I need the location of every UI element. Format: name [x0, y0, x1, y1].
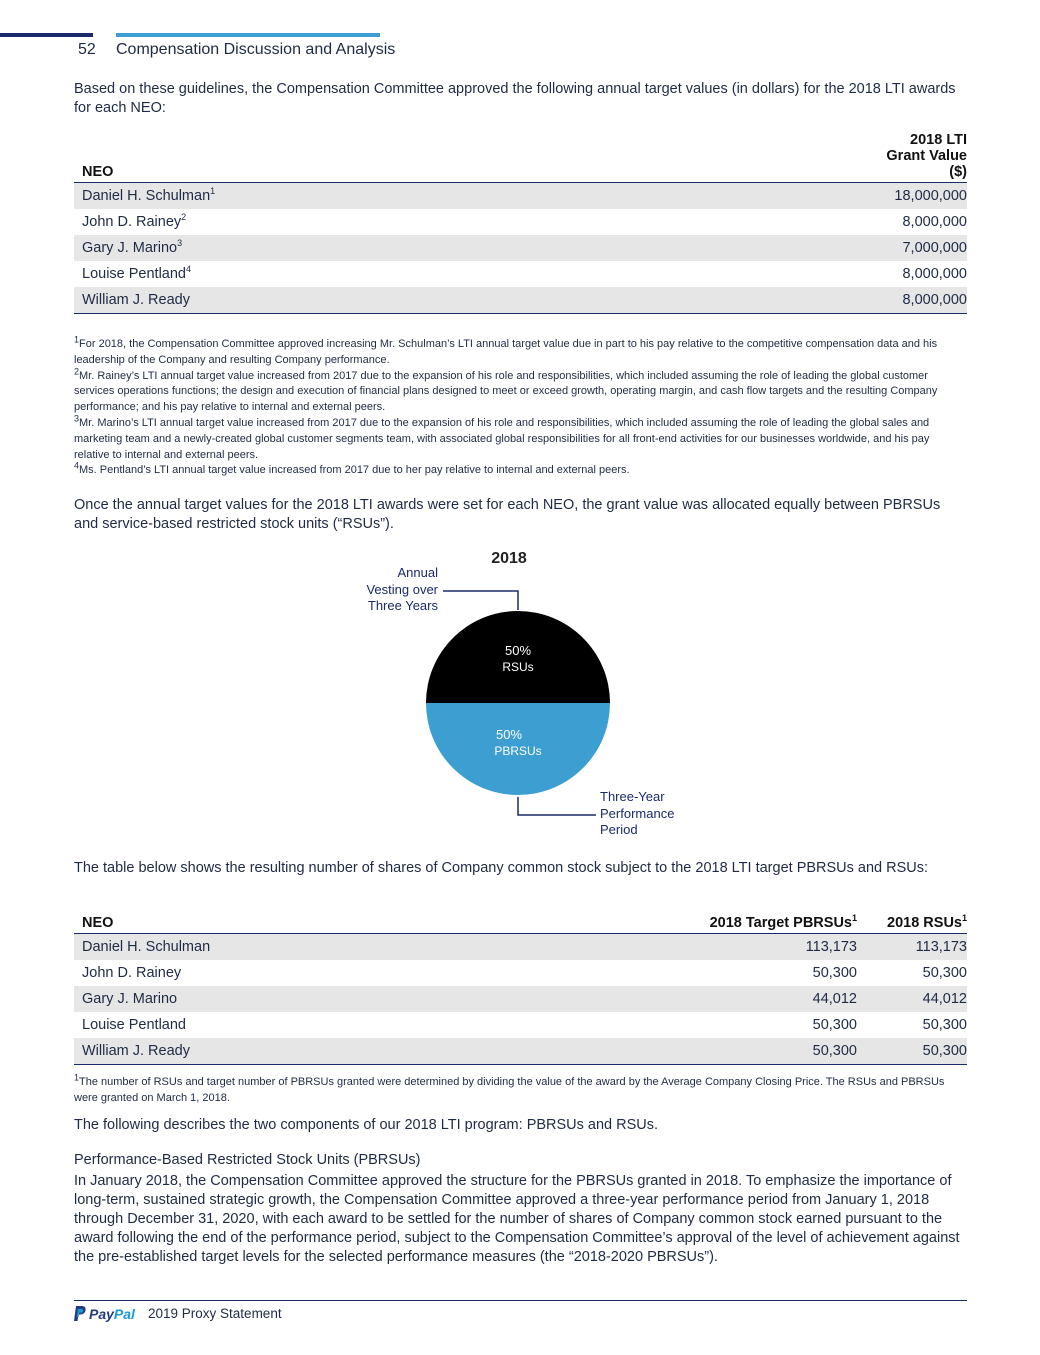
paypal-logo — [74, 1306, 135, 1322]
neo-name-cell: John D. Rainey — [82, 965, 182, 981]
footer-rule — [74, 1300, 967, 1301]
annotation-line: Performance — [600, 805, 675, 821]
grant-value-cell: 8,000,000 — [902, 214, 967, 230]
section-title: Compensation Discussion and Analysis — [116, 41, 396, 58]
col-header-neo: NEO — [82, 915, 114, 931]
annotation-line: Vesting over — [366, 581, 438, 597]
neo-name-cell: Louise Pentland$^4$ — [82, 264, 192, 282]
paypal-p-icon — [74, 1306, 86, 1321]
page-number: 52 — [78, 41, 96, 58]
col-header-neo: NEO — [82, 164, 114, 180]
neo-name-cell: Gary J. Marino$^3$ — [74, 235, 634, 261]
neo-name-cell: John D. Rainey$^2$ — [82, 212, 187, 230]
col-header-rsus: 2018 RSUs$^1$ — [887, 913, 967, 931]
annotation-line: Period — [600, 822, 638, 837]
rsu-cell: 44,012 — [857, 986, 967, 1012]
shares-paragraph: The table below shows the resulting number of shares of Company common stock subject to the 2018 LTI target PBRSUs and RSUs: — [74, 860, 929, 876]
pbrsu-cell: 50,300 — [659, 1038, 857, 1065]
neo-name-cell: Daniel H. Schulman — [74, 934, 659, 961]
pbrsu-callout-line — [518, 797, 596, 815]
grant-value-cell: 7,000,000 — [634, 235, 967, 261]
slice-pbrsu-percent-label: 50% — [495, 727, 523, 742]
pbrsu-heading: Performance-Based Restricted Stock Units (PBRSUs) — [74, 1152, 421, 1168]
slice-pbrsu-name-label: PBRSUs — [494, 744, 542, 758]
slice-rsu-percent-label: 50% — [504, 643, 532, 658]
footnote: $^3$Mr. Marino’s LTI annual target value increased from 2017 due to the expansion of his role and responsibilities, which included assuming the role of leading the global sales and marketing team and a newly-created global customer segments team, with associated global responsibilities for all front-end activities for our businesses worldwide, and his pay relative to internal and external peers. — [74, 413, 930, 461]
grant-value-cell: 8,000,000 — [902, 266, 967, 282]
neo-name-cell: William J. Ready — [74, 287, 634, 314]
table-row — [74, 986, 967, 1012]
footer-document-title: 2019 Proxy Statement — [148, 1306, 282, 1321]
pbrsu-cell: 44,012 — [659, 986, 857, 1012]
footnote: $^1$For 2018, the Compensation Committee approved increasing Mr. Schulman’s LTI annual target value due in part to his pay relative to the competitive compensation data and his leadership of the Company and resulting Company performance. — [74, 334, 938, 366]
footnote-table2 — [74, 1072, 966, 1107]
table-row — [74, 1038, 967, 1065]
annotation-line: Three Years — [367, 598, 438, 613]
neo-name-cell: Daniel H. Schulman$^1$ — [74, 183, 634, 210]
rsu-cell: 50,300 — [922, 965, 967, 981]
neo-name-cell: William J. Ready — [74, 1038, 659, 1065]
components-paragraph: The following describes the two components of our 2018 LTI program: PBRSUs and RSUs. — [74, 1117, 659, 1133]
pbrsu-cell: 113,173 — [659, 934, 857, 961]
rsu-cell: 50,300 — [922, 1017, 967, 1033]
footnote: $^4$Ms. Pentland’s LTI annual target value increased from 2017 due to her pay relative to internal and external peers. — [74, 460, 630, 477]
intro-paragraph: Based on these guidelines, the Compensation Committee approved the following annual target values (in dollars) for the 2018 LTI awards for each NEO: — [74, 81, 956, 116]
col-header-line: ($) — [949, 164, 967, 180]
annotation-line: Three-Year — [600, 789, 665, 804]
neo-name-cell: Gary J. Marino — [74, 986, 659, 1012]
col-header-target-pbrsus: 2018 Target PBRSUs$^1$ — [709, 913, 857, 931]
table-row — [74, 934, 967, 961]
pbrsu-paragraph: In January 2018, the Compensation Committee approved the structure for the PBRSUs granted in 2018. To emphasize the importance of long-term, sustained strategic growth, the Compensation Committee approved a three-year performance period from January 1, 2018 through December 31, 2020, with each award to be settled for the number of shares of Company common stock earned pursuant to the award following the end of the performance period, subject to the Compensation Committee’s approval of the level of achievement against the pre-established target levels for the selected performance measures (the “2018-2020 PBRSUs”). — [74, 1173, 960, 1265]
shares-table — [74, 909, 967, 1065]
rsu-callout-line — [443, 591, 518, 610]
allocation-paragraph: Once the annual target values for the 2018 LTI awards were set for each NEO, the grant value was allocated equally between PBRSUs and service-based restricted stock units (“RSUs”). — [74, 497, 941, 532]
table-row — [74, 1012, 967, 1038]
annotation-line: Annual — [397, 565, 438, 580]
footnote: $^1$The number of RSUs and target number of PBRSUs granted were determined by dividing the value of the award by the Average Company Closing Price. The RSUs and PBRSUs were granted on March 1, 2018. — [74, 1072, 945, 1104]
pbrsu-cell: 50,300 — [812, 1017, 857, 1033]
slice-rsu-name-label: RSUs — [502, 660, 534, 674]
chart-title: 2018 — [491, 550, 527, 567]
grant-value-cell: 8,000,000 — [634, 287, 967, 314]
pbrsu-cell: 50,300 — [812, 965, 857, 981]
col-header-line: 2018 LTI — [910, 132, 967, 148]
table-row — [74, 960, 967, 986]
grant-value-cell: 18,000,000 — [634, 183, 967, 210]
rsu-cell: 113,173 — [857, 934, 967, 961]
footnote: $^2$Mr. Rainey’s LTI annual target value increased from 2017 due to the expansion of his role and responsibilities, which included assuming the role of leading the global customer services operations functions; the design and execution of financial plans designed to meet or exceed growth, operating margin, and cash flow targets and the resulting Company performance; and his pay relative to internal and external peers. — [74, 365, 938, 414]
col-header-line: Grant Value — [886, 148, 967, 164]
rsu-cell: 50,300 — [857, 1038, 967, 1065]
logo-word-pal: Pal — [113, 1306, 135, 1322]
table-header-row — [74, 909, 967, 934]
logo-word-pay: Pay — [89, 1306, 114, 1322]
neo-name-cell: Louise Pentland — [82, 1017, 186, 1033]
